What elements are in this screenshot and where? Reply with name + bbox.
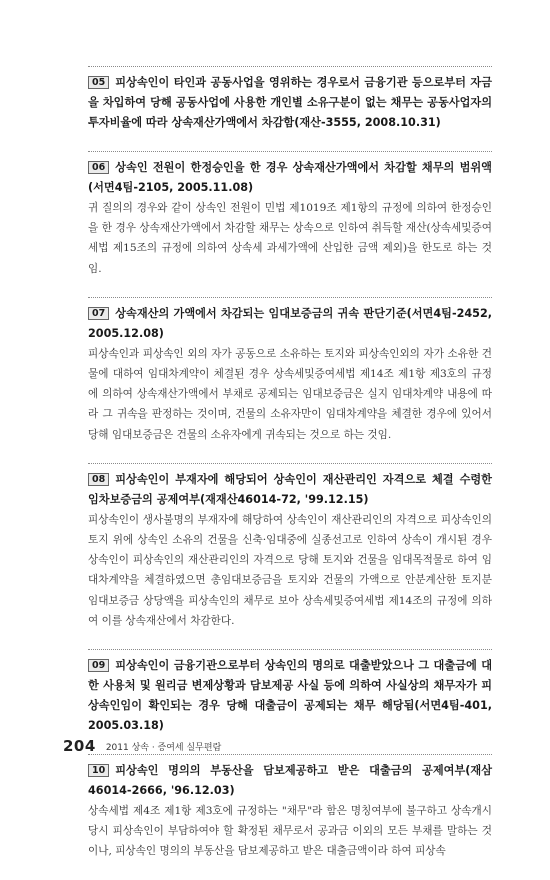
section-09	[88, 649, 492, 736]
section-body: 상속세법 제4조 제1항 제3호에 규정하는 "채무"라 함은 명칭여부에 불구하고 상속개시 당시 피상속인이 부담하여야 할 확정된 채무로서 공과금 이외의 모든 부채를 말하는 것이나, 피상속인 명의의 부동산을 담보제공하고 받은 대출금액이라 하여 피상속	[88, 805, 492, 858]
book-title: 2011 상속 · 증여세 실무편람	[105, 743, 222, 753]
section-number-badge: 09	[88, 659, 109, 672]
section-07	[88, 297, 492, 445]
section-number-badge: 05	[88, 76, 109, 89]
section-06	[88, 151, 492, 279]
section-08	[88, 463, 492, 631]
section-title: 상속인 전원이 한정승인을 한 경우 상속재산가액에서 차감할 채무의 범위액(서면4팀-2105, 2005.11.08)	[88, 161, 492, 194]
section-body: 피상속인과 피상속인 외의 자가 공동으로 소유하는 토지와 피상속인외의 자가 소유한 건물에 대하여 임대차계약이 체결된 경우 상속세및증여세법 제14조 제1항 제3호의 규정에 의하여 상속재산가액에서 부채로 공제되는 임대보증금은 실지 임대차계약 내용에 따라 그 귀속을 판정하는 것이며, 건물의 소유자만이 임대차계약을 체결한 경우에 있어서 당해 임대보증금은 건물의 소유자에게 귀속되는 것으로 하는 것임.	[88, 347, 492, 441]
section-title: 피상속인이 타인과 공동사업을 영위하는 경우로서 금융기관 등으로부터 자금을 차입하여 당해 공동사업에 사용한 개인별 소유구분이 없는 채무는 공동사업자의 투자비율에 따라 상속재산가액에서 차감함(재산-3555, 2008.10.31)	[88, 76, 492, 129]
section-title: 상속재산의 가액에서 차감되는 임대보증금의 귀속 판단기준(서면4팀-2452, 2005.12.08)	[88, 306, 492, 340]
section-body: 귀 질의의 경우와 같이 상속인 전원이 민법 제1019조 제1항의 규정에 의하여 한정승인을 한 경우 상속재산가액에서 차감할 채무는 상속으로 인하여 취득할 재산(상속세및증여세법 제15조의 규정에 의하여 상속세 과세가액에 산입한 금액 제외)을 한도로 하는 것임.	[88, 202, 492, 275]
section-number-badge: 10	[88, 764, 109, 777]
page-number: 204	[63, 737, 96, 755]
section-number-badge: 07	[88, 307, 109, 320]
document-page	[88, 66, 492, 880]
section-heading	[88, 297, 492, 344]
section-heading	[88, 649, 492, 736]
section-body: 피상속인이 생사불명의 부재자에 해당하여 상속인이 재산관리인의 자격으로 피상속인의 토지 위에 상속인 소유의 건물을 신축·임대중에 실종선고로 인하여 상속이 개시된 경우 상속인이 피상속인의 재산관리인의 자격으로 당해 토지와 건물을 임대목적물로 하여 임대차계약을 체결하였으면 총임대보증금을 토지와 건물의 가액으로 안분계산한 토지분 임대보증금 상당액을 피상속인의 채무로 보아 상속세및증여세법 제14조의 규정에 의하여 이를 상속재산에서 차감한다.	[88, 513, 492, 627]
section-heading	[88, 754, 492, 801]
section-05	[88, 66, 492, 133]
section-number-badge: 06	[88, 161, 109, 174]
section-10	[88, 754, 492, 862]
section-title: 피상속인이 금융기관으로부터 상속인의 명의로 대출받았으나 그 대출금에 대한 사용처 및 원리금 변제상황과 담보제공 사실 등에 의하여 사실상의 채무자가 피상속인임이 확인되는 경우 당해 대출금이 공제되는 채무 해당됨(서면4팀-401, 2005.03.18)	[88, 659, 492, 733]
section-heading	[88, 463, 492, 510]
section-heading	[88, 66, 492, 133]
page-footer	[63, 737, 221, 755]
section-number-badge: 08	[88, 473, 109, 486]
section-title: 피상속인 명의의 부동산을 담보제공하고 받은 대출금의 공제여부(재삼 46014-2666, '96.12.03)	[88, 764, 492, 798]
section-title: 피상속인이 부재자에 해당되어 상속인이 재산관리인 자격으로 체결 수령한 임차보증금의 공제여부(재재산46014-72, '99.12.15)	[88, 472, 492, 506]
section-heading	[88, 151, 492, 198]
